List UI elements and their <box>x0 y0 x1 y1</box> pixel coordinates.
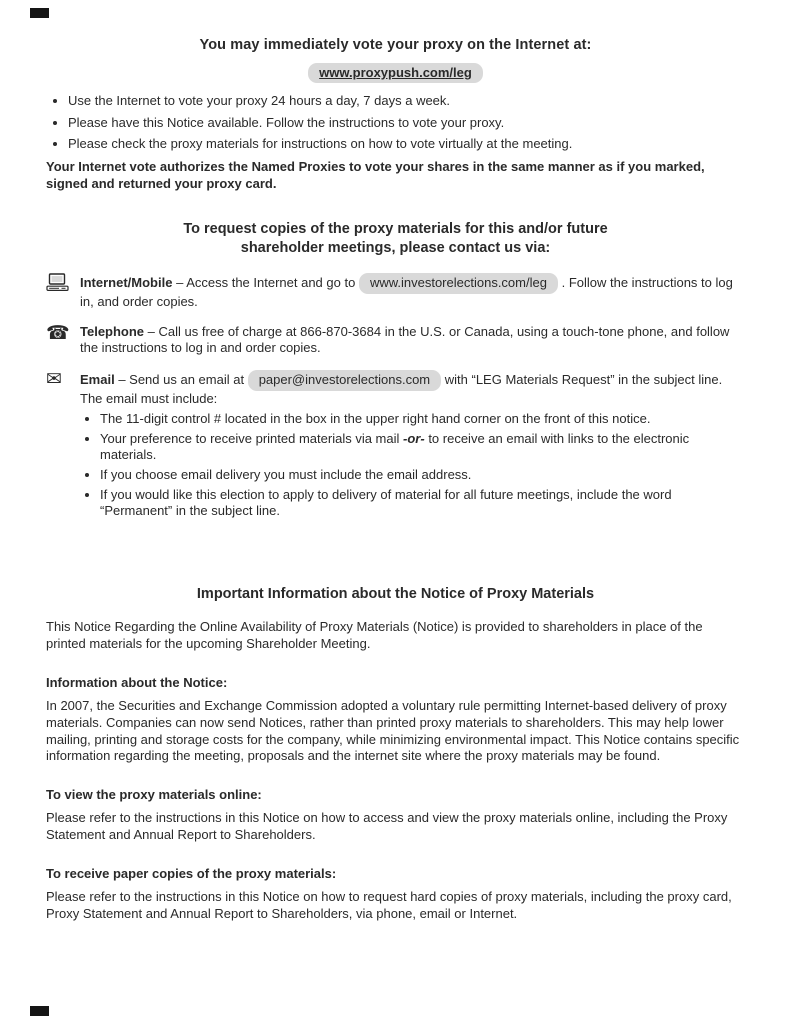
contact-telephone-body: – Call us free of charge at 866-870-3684 in the U.S. or Canada, using a touch-tone phone, and follow the instructions to log in and order copies. <box>80 323 730 356</box>
email-must-include: The email must include: <box>80 390 218 406</box>
registration-mark-top <box>30 8 49 18</box>
order-copies-url-link[interactable]: www.investorelections.com/leg <box>359 273 558 294</box>
request-heading: To request copies of the proxy materials for this and/or future shareholder meetings, please contact us via: <box>183 221 608 256</box>
about-notice-paragraph: In 2007, the Securities and Exchange Commission adopted a voluntary rule permitting Internet-based delivery of proxy materials. Companies can now send Notices, rather than printed proxy materials to shareholders. This may help lower mailing, printing and storage costs for the company, while minimizing environmental impact. This Notice contains specific information regarding the meeting, proposals and the internet site where the proxy materials may be found. <box>46 698 740 764</box>
contact-internet-text <box>80 273 745 310</box>
email-bullet-2-or: -or- <box>403 430 425 446</box>
list-item <box>100 431 745 464</box>
vote-bullet-list <box>46 93 745 153</box>
contact-email-before: – Send us an email at <box>118 371 245 387</box>
telephone-icon: ☎ <box>46 322 70 344</box>
list-item: • Please check the proxy materials for instructions on how to vote virtually at the meeting. <box>68 136 745 153</box>
registration-mark-bottom <box>30 1006 49 1016</box>
contact-telephone-row <box>46 324 745 357</box>
paper-copies-subheading: To receive paper copies of the proxy materials: <box>46 865 337 881</box>
contact-internet-label: Internet/Mobile <box>80 275 173 291</box>
notice-intro-paragraph: This Notice Regarding the Online Availability of Proxy Materials (Notice) is provided to shareholders in place of the printed materials for the upcoming Shareholder Meeting. <box>46 619 703 652</box>
email-bullet-2-post: to receive an email with links to the electronic materials. <box>100 430 690 463</box>
list-item: • If you choose email delivery you must include the email address. <box>100 467 745 484</box>
contact-email-row <box>46 370 745 523</box>
contact-internet-before: – Access the Internet and go to <box>176 275 356 291</box>
list-item: • The 11-digit control # located in the box in the upper right hand corner on the front of this notice. <box>100 411 745 428</box>
paper-copies-paragraph: Please refer to the instructions in this Notice on how to request hard copies of proxy materials, including the proxy card, Proxy Statement and Annual Report to Shareholders, via phone, email or Internet. <box>46 889 732 921</box>
contact-internet-row <box>46 273 745 310</box>
contact-telephone-label: Telephone <box>80 323 145 339</box>
email-bullet-list <box>80 411 745 520</box>
contact-email-label: Email <box>80 371 115 387</box>
vote-url-wrap <box>46 63 745 84</box>
contact-telephone-text <box>80 324 745 357</box>
contact-email-after: with “LEG Materials Request” in the subject line. <box>444 371 723 387</box>
request-email-address-link[interactable]: paper@investorelections.com <box>248 370 441 391</box>
computer-icon <box>46 273 80 310</box>
email-bullet-2-pre: Your preference to receive printed materials via mail <box>100 430 400 446</box>
envelope-icon: ✉ <box>46 368 62 390</box>
about-notice-subheading: Information about the Notice: <box>46 674 228 690</box>
authorization-note: Your Internet vote authorizes the Named Proxies to vote your shares in the same manner as if you marked, signed and returned your proxy card. <box>46 159 705 191</box>
proxy-vote-url-link[interactable]: www.proxypush.com/leg <box>308 63 483 84</box>
vote-heading: You may immediately vote your proxy on the Internet at: <box>199 37 592 53</box>
list-item: • If you would like this election to apply to delivery of material for all future meetings, include the word “Permanent” in the subject line. <box>100 487 745 520</box>
list-item: • Use the Internet to vote your proxy 24 hours a day, 7 days a week. <box>68 93 745 110</box>
view-online-paragraph: Please refer to the instructions in this Notice on how to access and view the proxy materials online, including the Proxy Statement and Annual Report to Shareholders. <box>46 810 728 843</box>
contact-email-text <box>80 370 745 523</box>
view-online-subheading: To view the proxy materials online: <box>46 786 262 802</box>
important-info-heading: Important Information about the Notice of Proxy Materials <box>196 585 595 602</box>
contact-internet-after: . Follow the instructions to log in, and order copies. <box>80 275 733 310</box>
list-item: • Please have this Notice available. Follow the instructions to vote your proxy. <box>68 115 745 132</box>
